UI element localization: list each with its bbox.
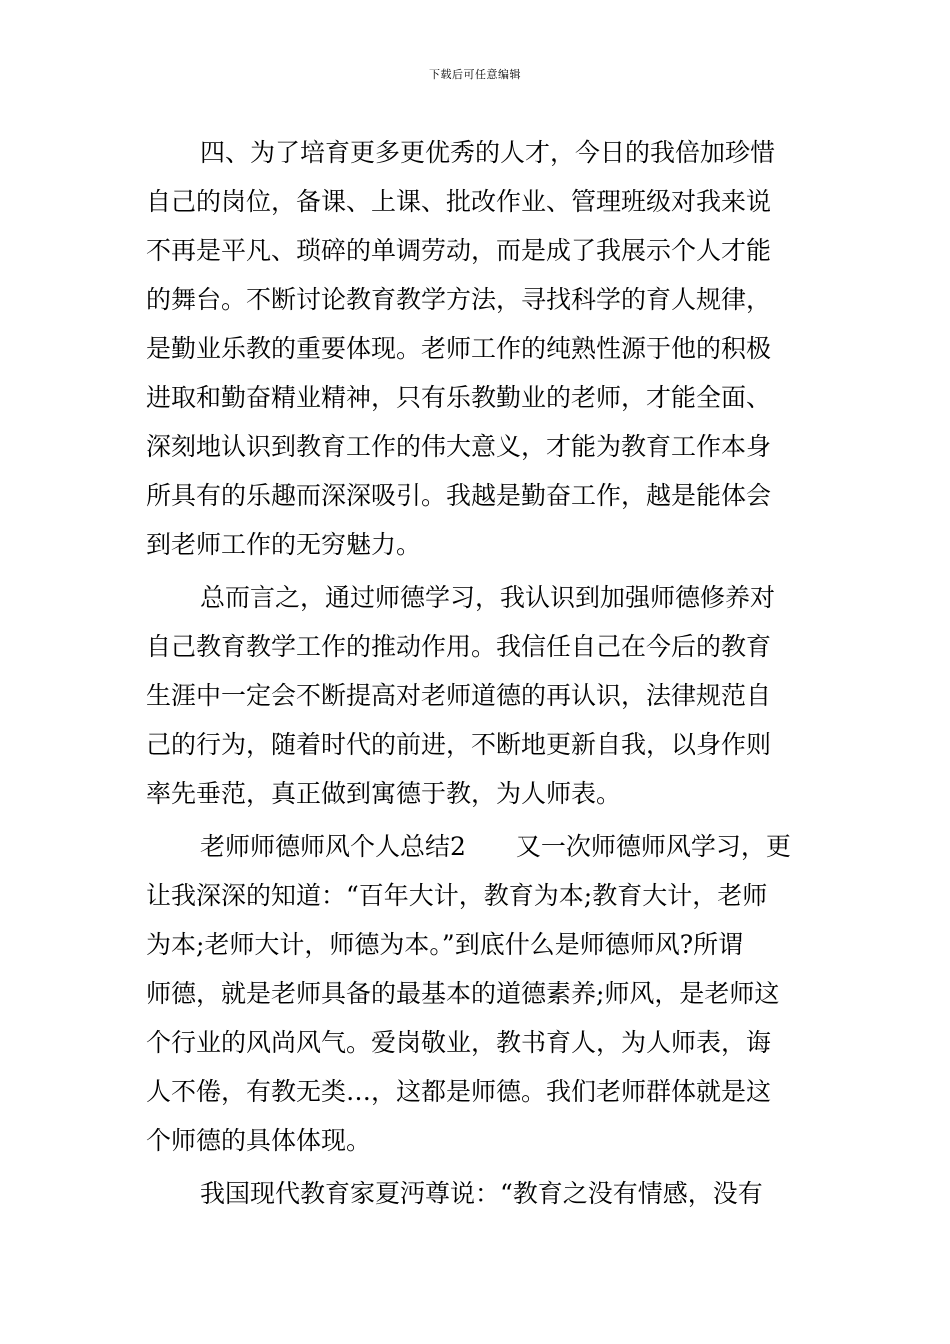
text-line: 老师师德师风个人总结2 又一次师德师风学习，更 — [200, 832, 791, 861]
text-line: 生涯中一定会不断提高对老师道德的再认识，法律规范自 — [146, 681, 772, 710]
header-note: 下载后可任意编辑 — [429, 68, 521, 81]
text-line: 总而言之，通过师德学习，我认识到加强师德修养对 — [200, 583, 776, 612]
text-line: 不再是平凡、琐碎的单调劳动，而是成了我展示个人才能 — [146, 236, 772, 265]
document-body — [146, 128, 812, 1218]
text-line: 是勤业乐教的重要体现。老师工作的纯熟性源于他的积极 — [146, 334, 772, 363]
paragraph-4 — [146, 1169, 812, 1218]
text-line: 到老师工作的无穷魅力。 — [146, 530, 422, 559]
text-line: 进取和勤奋精业精神，只有乐教勤业的老师，才能全面、 — [146, 383, 772, 412]
text-line: 的舞台。不断讨论教育教学方法，寻找科学的育人规律， — [146, 285, 772, 314]
text-line: 自己的岗位，备课、上课、批改作业、管理班级对我来说 — [146, 187, 772, 216]
text-line: 四、为了培育更多更优秀的人才，今日的我倍加珍惜 — [200, 138, 776, 167]
text-line: 深刻地认识到教育工作的伟大意义，才能为教育工作本身 — [146, 432, 772, 461]
paragraph-2 — [146, 573, 812, 818]
text-line: 为本;老师大计，师德为本。”到底什么是师德师风?所谓 — [146, 930, 744, 959]
text-line: 个行业的风尚风气。爱岗敬业，教书育人，为人师表，诲 — [146, 1028, 772, 1057]
text-line: 自己教育教学工作的推动作用。我信任自己在今后的教育 — [146, 632, 772, 661]
text-line: 让我深深的知道：“百年大计，教育为本;教育大计，老师 — [146, 881, 768, 910]
text-line: 师德，就是老师具备的最基本的道德素养;师风，是老师这 — [146, 979, 780, 1008]
text-line: 个师德的具体体现。 — [146, 1126, 372, 1155]
text-line: 人不倦，有教无类…，这都是师德。我们老师群体就是这 — [146, 1077, 772, 1106]
text-line: 率先垂范，真正做到寓德于教，为人师表。 — [146, 779, 622, 808]
text-line: 己的行为，随着时代的前进，不断地更新自我，以身作则 — [146, 730, 772, 759]
text-line: 我国现代教育家夏沔尊说：“教育之没有情感，没有 — [200, 1179, 763, 1208]
text-line: 所具有的乐趣而深深吸引。我越是勤奋工作，越是能体会 — [146, 481, 772, 510]
paragraph-1 — [146, 128, 812, 569]
paragraph-3 — [146, 822, 812, 1165]
